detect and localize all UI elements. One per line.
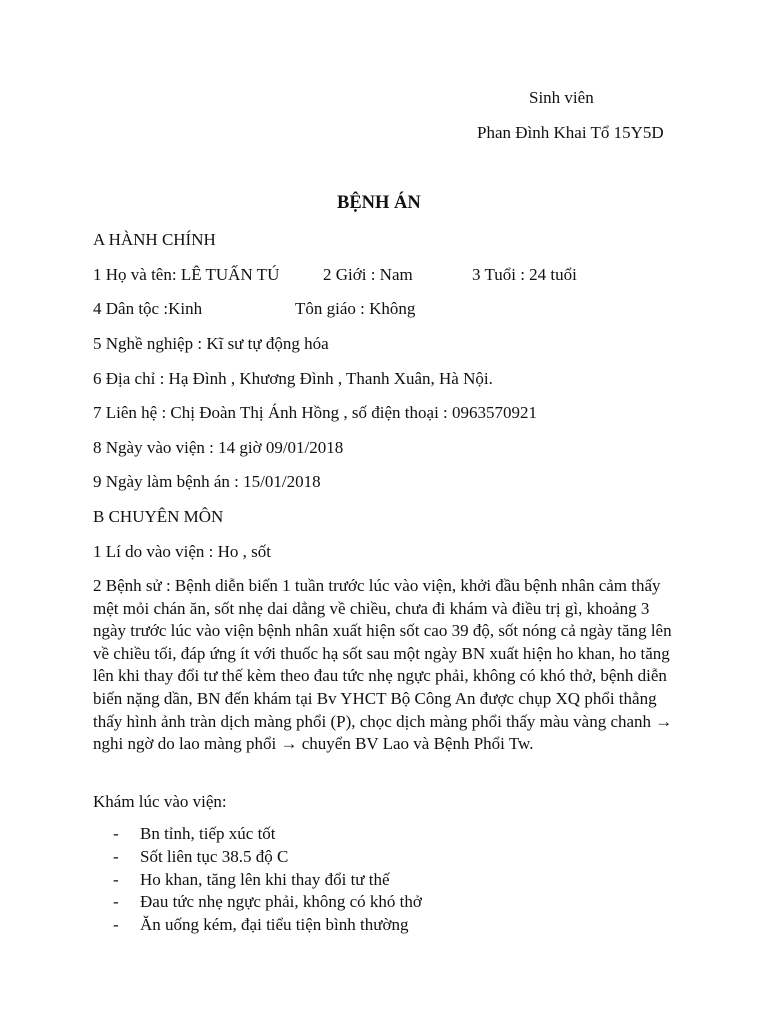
patient-occupation: 5 Nghề nghiệp : Kĩ sư tự động hóa [93, 334, 329, 353]
section-b-heading: B CHUYÊN MÔN [93, 507, 224, 526]
patient-contact: 7 Liên hệ : Chị Đoàn Thị Ánh Hồng , số điện thoại : 0963570921 [93, 403, 538, 422]
bullet-dash: - [113, 915, 119, 935]
bullet-dash: - [113, 846, 119, 866]
patient-name: 1 Họ và tên: LÊ TUẤN TÚ [93, 265, 280, 284]
bullet-dash: - [113, 892, 119, 912]
patient-ethnicity: 4 Dân tộc :Kinh [93, 299, 203, 318]
list-item-text: Đau tức nhẹ ngực phải, không có khó thở [140, 892, 422, 912]
list-item-text: Sốt liên tục 38.5 độ C [140, 846, 289, 866]
document-title: BỆNH ÁN [337, 193, 421, 213]
list-item [113, 891, 422, 914]
list-item-text: Ho khan, tăng lên khi thay đổi tư thế [140, 869, 390, 889]
list-item [113, 869, 422, 892]
patient-religion: Tôn giáo : Không [295, 299, 416, 318]
record-date: 9 Ngày làm bệnh án : 15/01/2018 [93, 472, 321, 491]
list-item [113, 914, 422, 937]
admission-date: 8 Ngày vào viện : 14 giờ 09/01/2018 [93, 438, 344, 457]
admission-reason: 1 Lí do vào viện : Ho , sốt [93, 542, 272, 561]
medical-history-paragraph: 2 Bệnh sử : Bệnh diễn biến 1 tuần trước lúc vào viện, khởi đầu bệnh nhân cảm thấy mệt mỏi chán ăn, sốt nhẹ dai dẳng về chiều, chưa đi khám và điều trị gì, khoảng 3 ngày trước lúc vào viện bệnh nhân xuất hiện sốt cao 39 độ, sốt nóng cả ngày tăng lên về chiều tối, đáp ứng ít với thuốc hạ sốt sau một ngày BN xuất hiện ho khan, ho tăng lên khi thay đổi tư thế kèm theo đau tức nhẹ ngực phải, không có khó thở, bệnh diễn biến nặng dần, BN đến khám tại Bv YHCT Bộ Công An được chụp XQ phổi thẳng thấy hình ảnh tràn dịch màng phổi (P), chọc dịch màng phổi thấy màu vàng chanh → nghi ngờ do lao màng phổi → chuyển BV Lao và Bệnh Phổi Tw. [93, 576, 673, 754]
list-item-text: Ăn uống kém, đại tiểu tiện bình thường [140, 915, 409, 935]
patient-gender: 2 Giới : Nam [323, 265, 413, 284]
header-student: Phan Đình Khai Tổ 15Y5D [477, 123, 664, 142]
header-role: Sinh viên [529, 88, 594, 107]
patient-address: 6 Địa chỉ : Hạ Đình , Khương Đình , Thanh Xuân, Hà Nội. [93, 369, 493, 388]
patient-age: 3 Tuổi : 24 tuổi [472, 265, 577, 284]
exam-heading: Khám lúc vào viện: [93, 792, 227, 811]
list-item-text: Bn tỉnh, tiếp xúc tốt [140, 824, 276, 843]
list-item [113, 823, 422, 846]
section-a-heading: A HÀNH CHÍNH [93, 230, 216, 249]
bullet-dash: - [113, 869, 119, 889]
bullet-dash: - [113, 824, 119, 843]
exam-findings-list [113, 823, 422, 937]
list-item [113, 846, 422, 869]
